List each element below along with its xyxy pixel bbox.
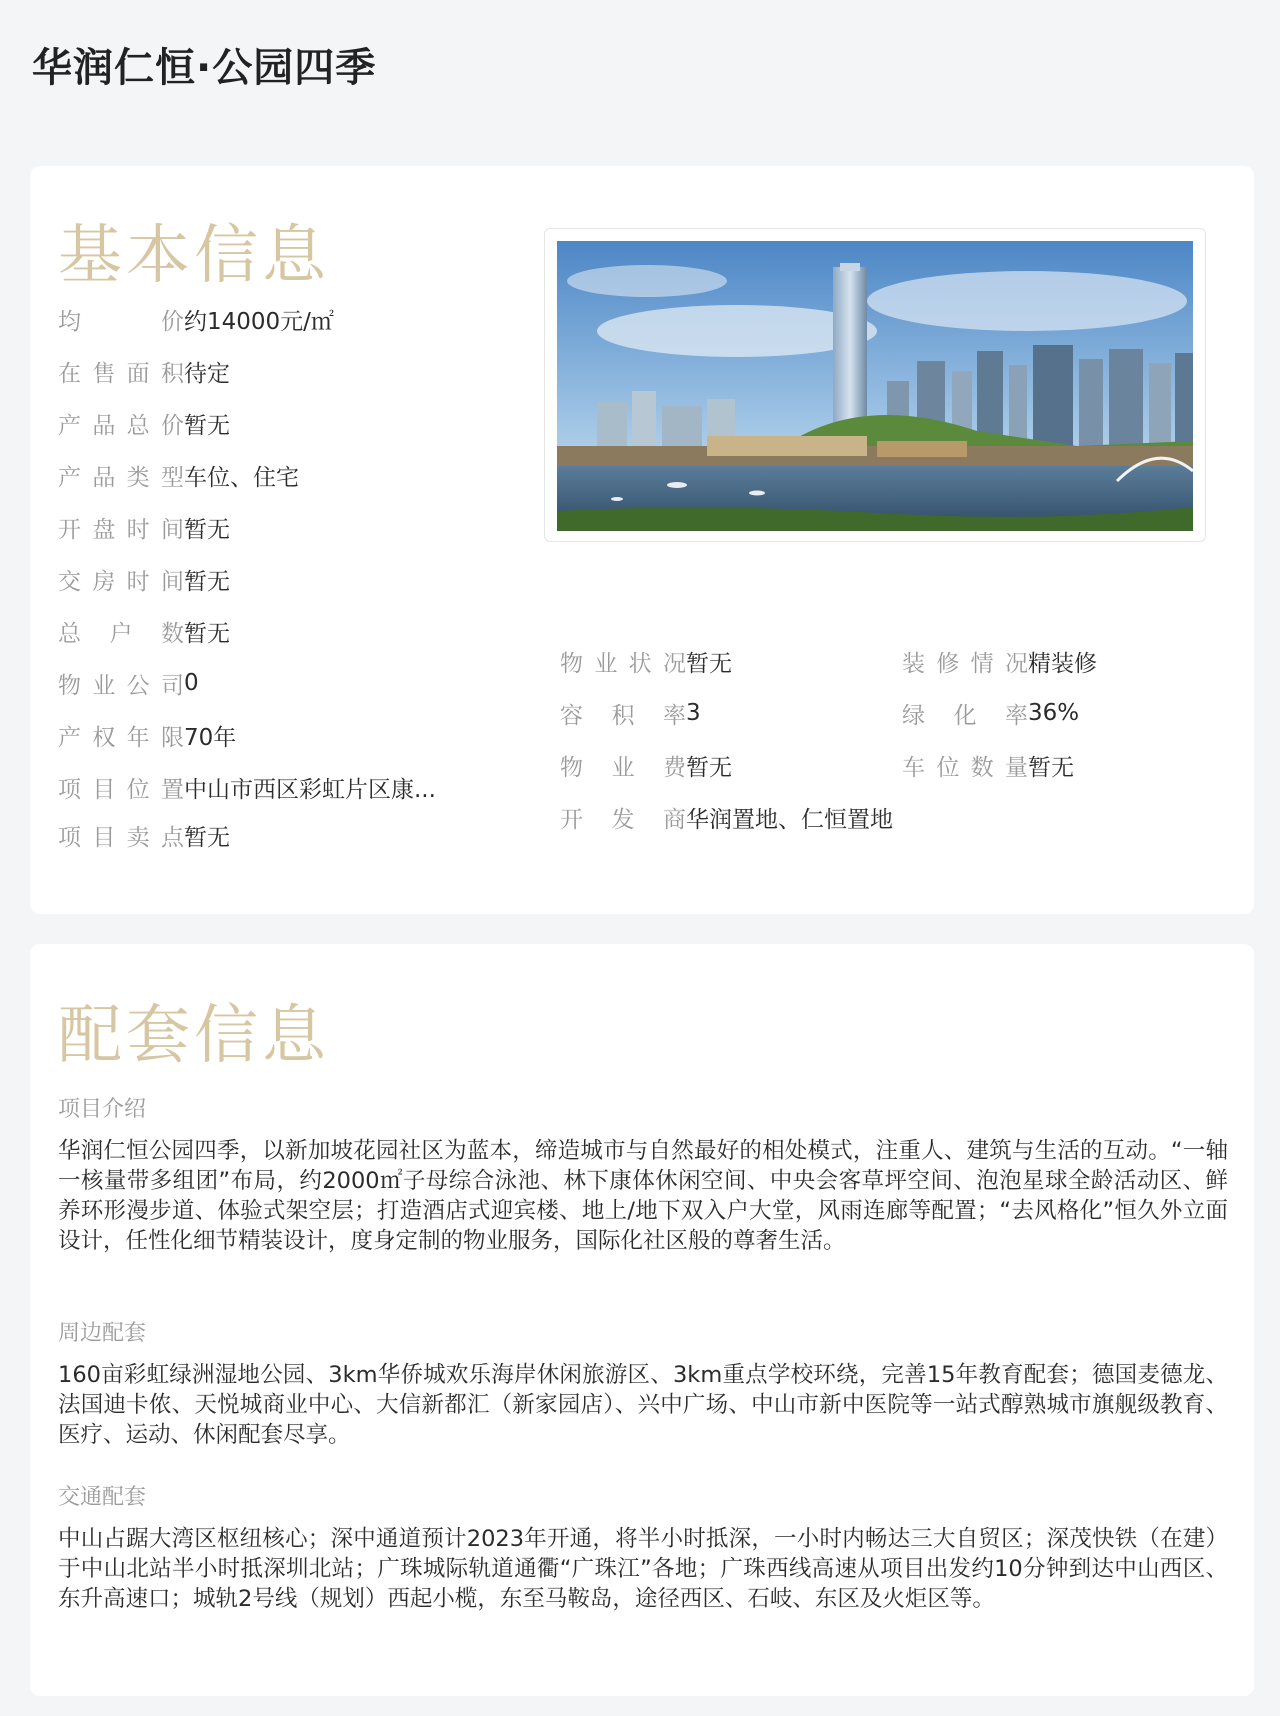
info-label: 开发商 bbox=[560, 806, 686, 833]
info-value: 36% bbox=[1028, 700, 1080, 726]
info-row-developer bbox=[560, 802, 893, 832]
info-label: 装修情况 bbox=[902, 650, 1028, 677]
info-row-property-term bbox=[58, 720, 236, 750]
surround-text: 160亩彩虹绿洲湿地公园、3km华侨城欢乐海岸休闲旅游区、3km重点学校环绕，完善15年教育配套；德国麦德龙、法国迪卡侬、天悦城商业中心、大信新都汇（新家园店）、兴中广场、中山市新中医院等一站式醇熟城市旗舰级教育、医疗、运动、休闲配套尽享。 bbox=[58, 1362, 1228, 1448]
info-row-location[interactable] bbox=[58, 772, 436, 802]
info-row-total-units bbox=[58, 616, 230, 646]
info-row-price bbox=[58, 304, 334, 334]
info-label: 产权年限 bbox=[58, 724, 184, 751]
info-value: 暂无 bbox=[184, 412, 230, 439]
info-label: 总户数 bbox=[58, 620, 184, 647]
info-value: 华润置地、仁恒置地 bbox=[686, 806, 893, 833]
info-row-product-type bbox=[58, 460, 299, 490]
info-row-greening-rate bbox=[902, 698, 1079, 728]
city-skyline-illustration bbox=[557, 241, 1193, 531]
info-label: 产品总价 bbox=[58, 412, 184, 439]
traffic-text: 中山占踞大湾区枢纽核心；深中通道预计2023年开通，将半小时抵深，一小时内畅达三大自贸区；深茂快铁（在建）于中山北站半小时抵深圳北站；广珠城际轨道通衢“广珠江”各地；广珠西线高速从项目出发约10分钟到达中山西区、东升高速口；城轨2号线（规划）西起小榄，东至马鞍岛，途径西区、石岐、东区及火炬区等。 bbox=[58, 1526, 1228, 1612]
support-info-heading: 配套信息 bbox=[58, 999, 330, 1073]
info-value: 暂无 bbox=[184, 620, 230, 647]
info-label: 均价 bbox=[58, 308, 184, 335]
info-value: 精装修 bbox=[1028, 650, 1097, 677]
surround-label: 周边配套 bbox=[58, 1321, 147, 1346]
info-label: 容积率 bbox=[560, 702, 686, 729]
info-row-total-price bbox=[58, 408, 230, 438]
info-label: 产品类型 bbox=[58, 464, 184, 491]
info-label: 交房时间 bbox=[58, 568, 184, 595]
info-row-parking-count bbox=[902, 750, 1074, 780]
info-value[interactable]: 中山市西区彩虹片区康... bbox=[184, 776, 436, 803]
info-value: 暂无 bbox=[184, 824, 230, 851]
traffic-label: 交通配套 bbox=[58, 1485, 147, 1510]
info-label: 开盘时间 bbox=[58, 516, 184, 543]
info-label: 在售面积 bbox=[58, 360, 184, 387]
info-value: 70年 bbox=[184, 724, 237, 751]
info-value: 约14000元/㎡ bbox=[184, 308, 334, 335]
info-label: 项目卖点 bbox=[58, 824, 184, 851]
info-row-decoration bbox=[902, 646, 1097, 676]
info-row-on-sale-area bbox=[58, 356, 230, 386]
basic-info-card bbox=[30, 166, 1254, 914]
info-label: 绿化率 bbox=[902, 702, 1028, 729]
info-value: 暂无 bbox=[686, 650, 732, 677]
info-row-property-status bbox=[560, 646, 732, 676]
info-value: 暂无 bbox=[1028, 754, 1074, 781]
info-label: 物业费 bbox=[560, 754, 686, 781]
info-row-plot-ratio bbox=[560, 698, 701, 728]
project-rendering-image[interactable] bbox=[544, 228, 1206, 542]
intro-text: 华润仁恒公园四季，以新加坡花园社区为蓝本，缔造城市与自然最好的相处模式，注重人、建筑与生活的互动。“一轴一核量带多组团”布局，约2000㎡子母综合泳池、林下康体休闲空间、中央会客草坪空间、泡泡星球全龄活动区、鲜养环形漫步道、体验式架空层；打造酒店式迎宾楼、地上/地下双入户大堂，风雨连廊等配置；“去风格化”恒久外立面设计，任性化细节精装设计，度身定制的物业服务，国际化社区般的尊奢生活。 bbox=[58, 1138, 1228, 1254]
info-label: 物业状况 bbox=[560, 650, 686, 677]
basic-info-heading: 基本信息 bbox=[58, 219, 330, 293]
page-title: 华润仁恒·公园四季 bbox=[32, 45, 377, 91]
info-row-delivery-time bbox=[58, 564, 230, 594]
info-row-selling-points bbox=[58, 820, 230, 850]
info-value: 车位、住宅 bbox=[184, 464, 299, 491]
info-value: 暂无 bbox=[184, 568, 230, 595]
info-value: 3 bbox=[686, 700, 701, 726]
info-value: 暂无 bbox=[686, 754, 732, 781]
info-row-opening-time bbox=[58, 512, 230, 542]
info-value: 暂无 bbox=[184, 516, 230, 543]
info-value: 待定 bbox=[184, 360, 230, 387]
info-label: 物业公司 bbox=[58, 672, 184, 699]
support-info-card bbox=[30, 944, 1254, 1696]
info-label: 项目位置 bbox=[58, 776, 184, 803]
info-value: 0 bbox=[184, 670, 199, 696]
info-row-property-company bbox=[58, 668, 199, 698]
info-row-property-fee bbox=[560, 750, 732, 780]
info-label: 车位数量 bbox=[902, 754, 1028, 781]
intro-label: 项目介绍 bbox=[58, 1097, 147, 1122]
